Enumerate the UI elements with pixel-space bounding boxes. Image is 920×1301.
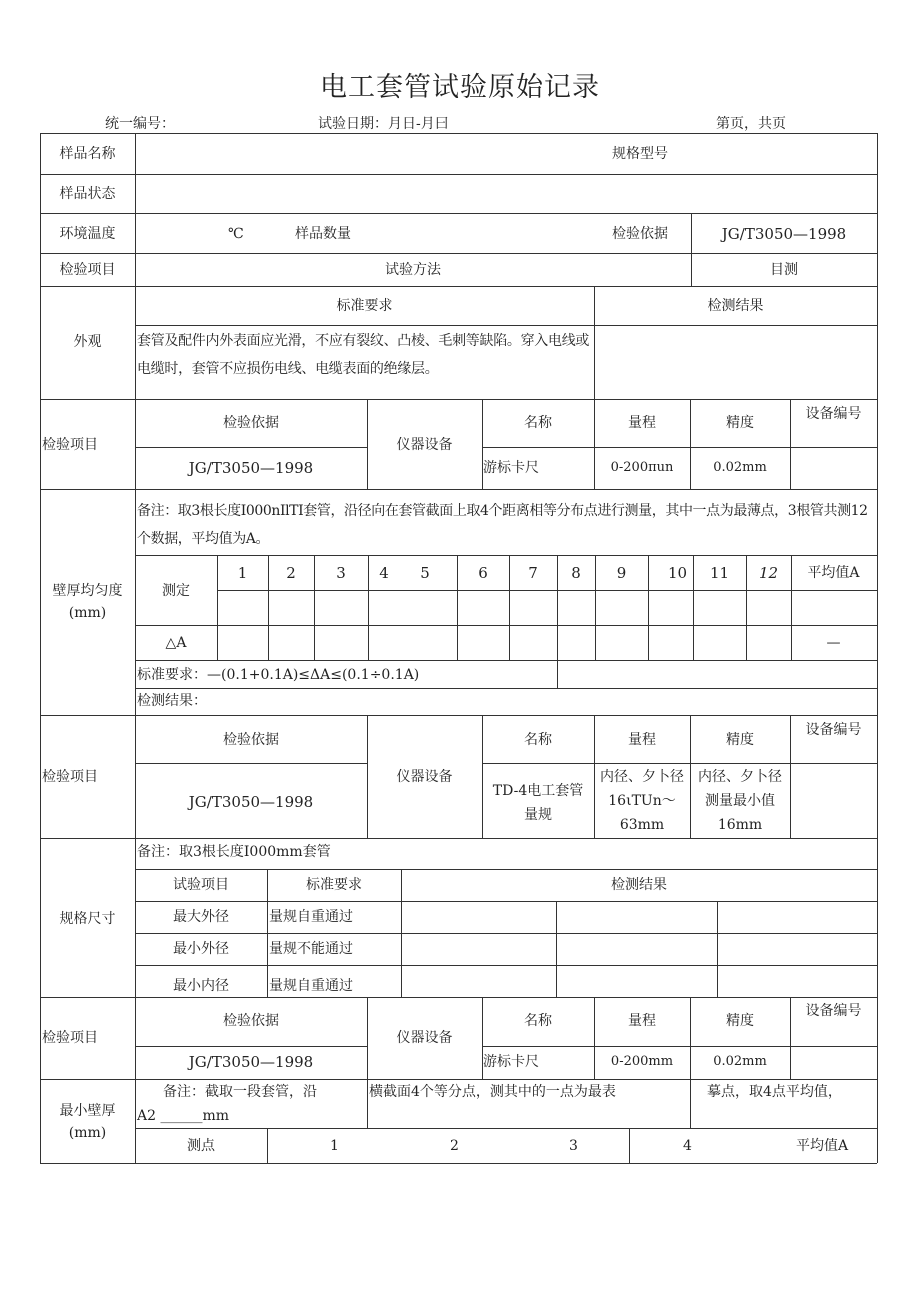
average-label: 平均值A (796, 1138, 849, 1154)
min-wall-note-c: 摹点，取4点平均值， (707, 1084, 842, 1100)
min-wall-unit: (mm) (68, 1125, 107, 1141)
row-item: 最小外径 (173, 941, 229, 957)
equipment-label: 仪器设备 (396, 437, 453, 453)
equipment-precision: 0.02mm (713, 460, 767, 475)
point-number: 3 (336, 564, 346, 582)
range-label: 量程 (628, 415, 656, 431)
equipment-id-label: 设备编号 (805, 1003, 862, 1019)
result-label: 检测结果： (137, 693, 207, 709)
equipment-precision-line2: 测量最小值 (705, 793, 775, 809)
sample-qty-label: 样品数量 (295, 226, 351, 242)
equipment-name: 游标卡尺 (483, 1054, 539, 1070)
wall-uniformity-unit: (mm) (68, 605, 107, 621)
point-label: 测点 (187, 1138, 215, 1154)
col-result: 检测结果 (611, 877, 667, 893)
appearance-result-header: 检测结果 (707, 298, 764, 314)
basis-value: JG/T3050—1998 (188, 793, 314, 811)
equipment-name: 游标卡尺 (483, 460, 539, 476)
min-wall-note-a2: A2 ______mm (137, 1108, 230, 1124)
point-number: 6 (478, 564, 488, 582)
spec-model-label: 规格型号 (612, 146, 668, 162)
appearance-label: 外观 (73, 334, 102, 350)
point-number: 10 (667, 564, 688, 582)
equipment-range: 0-200πun (610, 460, 674, 475)
appearance-requirement: 套管及配件内外表面应光滑，不应有裂纹、凸棱、毛刺等缺陷。穿入电线或电缆时，套管不应损伤电线、电缆表面的绝缘层。 (137, 333, 590, 377)
temp-unit: ℃ (228, 226, 244, 242)
row-requirement: 量规不能通过 (269, 941, 353, 957)
row-requirement: 量规自重通过 (269, 978, 353, 994)
point-3: 3 (569, 1138, 578, 1154)
item-label: 检验项目 (42, 1030, 98, 1046)
point-number: 7 (528, 564, 538, 582)
dimensions-label: 规格尺寸 (59, 911, 116, 927)
precision-label: 精度 (726, 732, 754, 748)
basis-label: 检验依据 (612, 226, 668, 242)
method-label: 试验方法 (385, 262, 441, 278)
range-label: 量程 (628, 732, 656, 748)
date-label: 试验日期：月日-月曰 (318, 116, 449, 132)
appearance-req-header: 标准要求 (336, 298, 393, 314)
method-value: 目测 (770, 262, 798, 278)
point-1: 1 (330, 1138, 339, 1154)
equipment-precision: 0.02mm (713, 1054, 767, 1069)
point-number: 9 (616, 564, 627, 582)
point-number: 2 (286, 564, 296, 582)
dimensions-note: 备注：取3根长度I000mm套管 (137, 844, 331, 860)
equipment-precision-line3: 16mm (717, 817, 763, 833)
col-item: 试验项目 (173, 877, 229, 893)
row-item: 最大外径 (173, 909, 229, 925)
item-label: 检验项目 (42, 769, 98, 785)
name-label: 名称 (524, 732, 552, 748)
point-number: 1 (237, 564, 248, 582)
basis-value: JG/T3050—1998 (188, 459, 314, 477)
min-wall-note-a: 备注：截取一段套管，沿 (163, 1084, 317, 1100)
average-label: 平均值A (807, 565, 860, 581)
equipment-range-line1: 内径、夕卜径 (600, 769, 684, 785)
point-number: 8 (571, 564, 581, 582)
equipment-id-label: 设备编号 (805, 722, 862, 738)
basis-value: JG/T3050—1998 (721, 225, 847, 243)
point-number: 11 (709, 564, 730, 582)
equipment-label: 仪器设备 (396, 1030, 453, 1046)
equipment-range: 0-200mm (610, 1054, 674, 1069)
point-number: 5 (420, 564, 430, 582)
wall-uniformity-note: 备注：取3根长度I000nIlTI套管，沿径向在套管截面上取4个距离相等分布点进行测量，其中一点为最薄点，3根管共测12个数据，平均值为A。 (137, 503, 868, 547)
point-2: 2 (450, 1138, 459, 1154)
sample-state-label: 样品状态 (59, 186, 116, 202)
min-wall-note-b: 横截面4个等分点，测其中的一点为最表 (369, 1084, 616, 1100)
point-number: 4 (379, 564, 389, 582)
standard-requirement: 标准要求：—(0.1+0.1A)≤ΔA≤(0.1÷0.1A) (137, 667, 420, 683)
range-label: 量程 (628, 1013, 656, 1029)
basis-label: 检验依据 (223, 732, 279, 748)
precision-label: 精度 (726, 415, 754, 431)
measure-label: 测定 (162, 583, 190, 599)
page-label: 第页，共页 (716, 116, 786, 132)
col-requirement: 标准要求 (306, 877, 362, 893)
basis-value: JG/T3050—1998 (188, 1053, 314, 1071)
basis-label: 检验依据 (223, 1013, 279, 1029)
equipment-name-line1: TD-4电工套管 (492, 783, 584, 799)
wall-uniformity-label: 壁厚均匀度 (52, 583, 123, 599)
row-item: 最小内径 (173, 978, 229, 994)
equipment-name-line2: 量规 (524, 807, 552, 823)
equipment-label: 仪器设备 (396, 769, 453, 785)
sample-name-label: 样品名称 (59, 146, 116, 162)
item-label: 检验项目 (42, 437, 98, 453)
point-number: 12 (758, 564, 779, 582)
precision-label: 精度 (726, 1013, 754, 1029)
equipment-range-line2: 16ιTUn～ (608, 793, 676, 809)
page-title: 电工套管试验原始记录 (320, 72, 600, 103)
name-label: 名称 (524, 415, 552, 431)
item-label: 检验项目 (59, 262, 116, 278)
serial-label: 统一编号： (105, 116, 175, 132)
equipment-precision-line1: 内径、夕卜径 (698, 769, 782, 785)
point-4: 4 (683, 1138, 692, 1154)
min-wall-label: 最小壁厚 (59, 1103, 116, 1119)
row-requirement: 量规自重通过 (269, 909, 353, 925)
delta-average: — (826, 635, 841, 651)
env-temp-label: 环境温度 (59, 226, 116, 242)
equipment-range-line3: 63mm (619, 817, 665, 833)
equipment-id-label: 设备编号 (805, 406, 862, 422)
basis-label: 检验依据 (223, 415, 279, 431)
delta-label: △A (165, 635, 187, 651)
name-label: 名称 (524, 1013, 552, 1029)
